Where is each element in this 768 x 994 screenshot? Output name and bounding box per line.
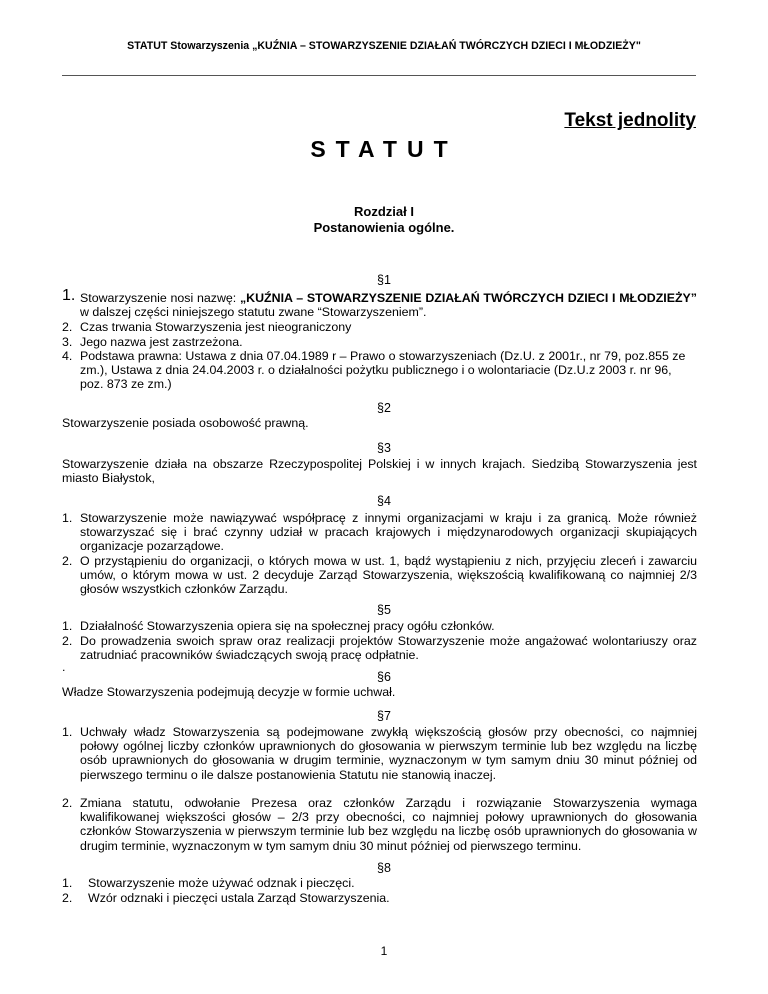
item-text: Czas trwania Stowarzyszenia jest nieograniczony: [80, 320, 352, 334]
item-number: 4.: [62, 349, 73, 363]
item-number: 1.: [62, 876, 73, 890]
list-item: [62, 511, 697, 556]
list-item: [62, 335, 697, 350]
section-sign-2: §2: [377, 401, 391, 415]
item-number: 2.: [62, 796, 73, 810]
page-number: 1: [380, 944, 388, 958]
item-number: 2.: [62, 634, 73, 648]
item-text: Uchwały władz Stowarzyszenia są podejmowane zwykłą większością głosów przy obecności, co najmniej połowy ogólnej liczby członków uprawnionych do głosowania w pierwszym terminie lub bez względu na liczbę osób uprawnionych do głosowania w drugim terminie, wyznaczonym w tym samym dniu 30 minut później od pierwszego terminu o ile dalsze postanowienia Statutu nie stanowią inaczej.: [80, 725, 697, 782]
item-text: Podstawa prawna: Ustawa z dnia 07.04.1989 r – Prawo o stowarzyszeniach (Dz.U. z 2001r., nr 79, poz.855 ze zm.), Ustawa z dnia 24.04.2003 r. o działalności pożytku publicznego i o wolontariacie (Dz.U.z 2003 r. nr 96, poz. 873 ze zm.): [80, 349, 686, 392]
paragraph: Władze Stowarzyszenia podejmują decyzje w formie uchwał.: [62, 685, 396, 699]
item-number: 3.: [62, 335, 73, 349]
item-number: 1.: [62, 619, 73, 633]
item-number: 2.: [62, 891, 73, 905]
paragraph: Stowarzyszenie działa na obszarze Rzeczypospolitej Polskiej i w innych krajach. Siedzibą Stowarzyszenia jest miasto Białystok,: [62, 457, 697, 486]
section-sign-1: §1: [377, 273, 391, 287]
item-text: Wzór odznaki i pieczęci ustala Zarząd Stowarzyszenia.: [88, 891, 390, 905]
association-name: „KUŹNIA – STOWARZYSZENIE DZIAŁAŃ TWÓRCZYCH DZIECI I MŁODZIEŻY”: [239, 291, 697, 305]
item-text: Do prowadzenia swoich spraw oraz realizacji projektów Stowarzyszenie może angażować wolontariuszy oraz zatrudniać pracowników świadczących swoją pracę odpłatnie.: [80, 634, 697, 663]
section-sign-4: §4: [377, 494, 391, 508]
list-item: [62, 796, 697, 871]
item-text: O przystąpieniu do organizacji, o których mowa w ust. 1, bądź wystąpieniu z nich, przyjęciu zleceń i zawarciu umów, o którym mowa w ust. 2 decyduje Zarząd Stowarzyszenia, większością kwalifikowaną co najmniej 2/3 głosów wszystkich członków Zarządu.: [80, 554, 697, 597]
section-sign-6: §6: [377, 670, 391, 684]
stray-dot: .: [62, 660, 66, 674]
section-sign-3: §3: [377, 441, 391, 455]
paragraph: Stowarzyszenie posiada osobowość prawną.: [62, 416, 309, 430]
item-number: 1.: [62, 511, 73, 525]
section-sign-5: §5: [377, 603, 391, 617]
list-item: [62, 320, 697, 335]
section-sign-8: §8: [377, 861, 391, 875]
item-number: 2.: [62, 320, 73, 334]
section-sign-7: §7: [377, 709, 391, 723]
list-item: [62, 891, 697, 906]
list-item: [62, 287, 697, 321]
consolidated-text-label: Tekst jednolity: [564, 110, 696, 131]
chapter-name: Postanowienia ogólne.: [313, 220, 455, 235]
item-text: [80, 291, 697, 319]
list-item: [62, 725, 697, 800]
item-number: 1.: [62, 287, 76, 304]
header-rule: [62, 75, 696, 76]
item-text: Działalność Stowarzyszenia opiera się na społecznej pracy ogółu członków.: [80, 619, 495, 633]
document-title: STATUT: [310, 136, 458, 162]
chapter-number: Rozdział I: [354, 204, 414, 219]
item-text: Zmiana statutu, odwołanie Prezesa oraz członków Zarządu i rozwiązanie Stowarzyszenia wymaga kwalifikowanej większości głosów – 2/3 przy obecności, co najmniej połowy uprawnionych do głosowania członków Stowarzyszenia w pierwszym terminie lub bez względu na liczbę osób uprawnionych do głosowania w drugim terminie, wyznaczonym w tym samym dniu 30 minut później od pierwszego terminu.: [80, 796, 697, 853]
running-header: STATUT Stowarzyszenia „KUŹNIA – STOWARZYSZENIE DZIAŁAŃ TWÓRCZYCH DZIECI I MŁODZIEŻY": [127, 40, 641, 52]
list-item: [62, 554, 697, 599]
list-item: [62, 876, 697, 891]
item-text-post: w dalszej części niniejszego statutu zwane “Stowarzyszeniem”.: [80, 305, 427, 320]
item-text: Stowarzyszenie może używać odznak i pieczęci.: [88, 876, 355, 890]
item-number: 2.: [62, 554, 73, 568]
item-text: Jego nazwa jest zastrzeżona.: [80, 335, 243, 349]
item-number: 1.: [62, 725, 73, 739]
list-item: [62, 619, 697, 634]
item-text: Stowarzyszenie może nawiązywać współpracę z innymi organizacjami w kraju i za granicą. Może również stowarzyszać się i brać czynny udział w pracach krajowych i międzynarodowych organizacji skupiających organizacje pozarządowe.: [80, 511, 697, 554]
list-item: [62, 349, 697, 394]
item-text-pre: Stowarzyszenie nosi nazwę:: [80, 291, 240, 305]
